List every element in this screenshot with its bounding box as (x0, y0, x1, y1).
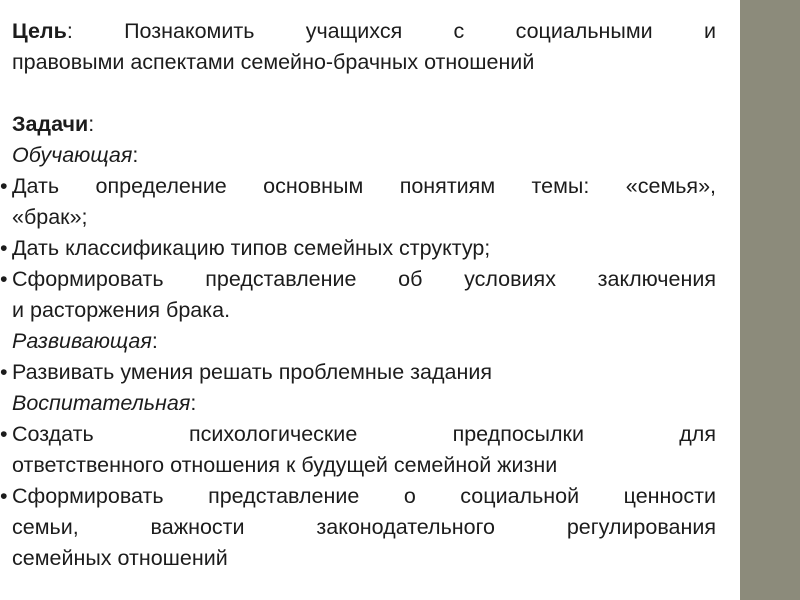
bullet-icon: • (0, 236, 8, 260)
bullet-icon: • (0, 267, 8, 291)
educational-label: Обучающая (12, 143, 133, 167)
upbringing-item-1-line-2: ответственного отношения к будущей семейной жизни (12, 453, 558, 477)
educational-item-2: Дать классификацию типов семейных структур; (12, 236, 491, 260)
bullet-icon: • (0, 484, 8, 508)
tasks-heading (0, 109, 716, 140)
list-item (0, 481, 716, 512)
bullet-icon: • (0, 174, 8, 198)
bullet-icon: • (0, 422, 8, 446)
educational-item-3-line-1: Сформировать представление об условиях заключения (12, 267, 716, 291)
bullet-icon: • (0, 360, 8, 384)
upbringing-colon: : (190, 391, 197, 415)
educational-heading (0, 140, 716, 171)
educational-item-3-line-2: и расторжения брака. (12, 298, 231, 322)
educational-colon: : (132, 143, 139, 167)
upbringing-item-1-line-1: Создать психологические предпосылки для (12, 422, 716, 446)
educational-item-1-line-2: «брак»; (12, 205, 88, 229)
upbringing-item-2-line-1: Сформировать представление о социальной ценности (12, 484, 716, 508)
list-item (0, 264, 716, 295)
developmental-label: Развивающая (12, 329, 152, 353)
spacer (0, 78, 716, 109)
list-item (0, 171, 716, 202)
upbringing-item-2-line-3: семейных отношений (12, 546, 228, 570)
goal-text-1: : Познакомить учащихся с социальными и (66, 19, 716, 43)
developmental-item-1: Развивать умения решать проблемные задания (12, 360, 493, 384)
developmental-heading (0, 326, 716, 357)
tasks-label: Задачи (12, 112, 89, 136)
educational-item-1-line-1: Дать определение основным понятиям темы: «семья», (12, 174, 716, 198)
tasks-colon: : (88, 112, 95, 136)
upbringing-item-2-line-2: семьи, важности законодательного регулирования (12, 515, 716, 539)
developmental-colon: : (151, 329, 158, 353)
upbringing-label: Воспитательная (12, 391, 191, 415)
side-decoration-bar (740, 0, 800, 600)
list-item (0, 357, 716, 388)
goal-line-2: правовыми аспектами семейно-брачных отношений (12, 50, 535, 74)
slide-content (0, 16, 716, 574)
upbringing-heading (0, 388, 716, 419)
goal-label: Цель (12, 19, 67, 43)
list-item (0, 233, 716, 264)
list-item (0, 419, 716, 450)
goal-line-1 (0, 16, 716, 47)
